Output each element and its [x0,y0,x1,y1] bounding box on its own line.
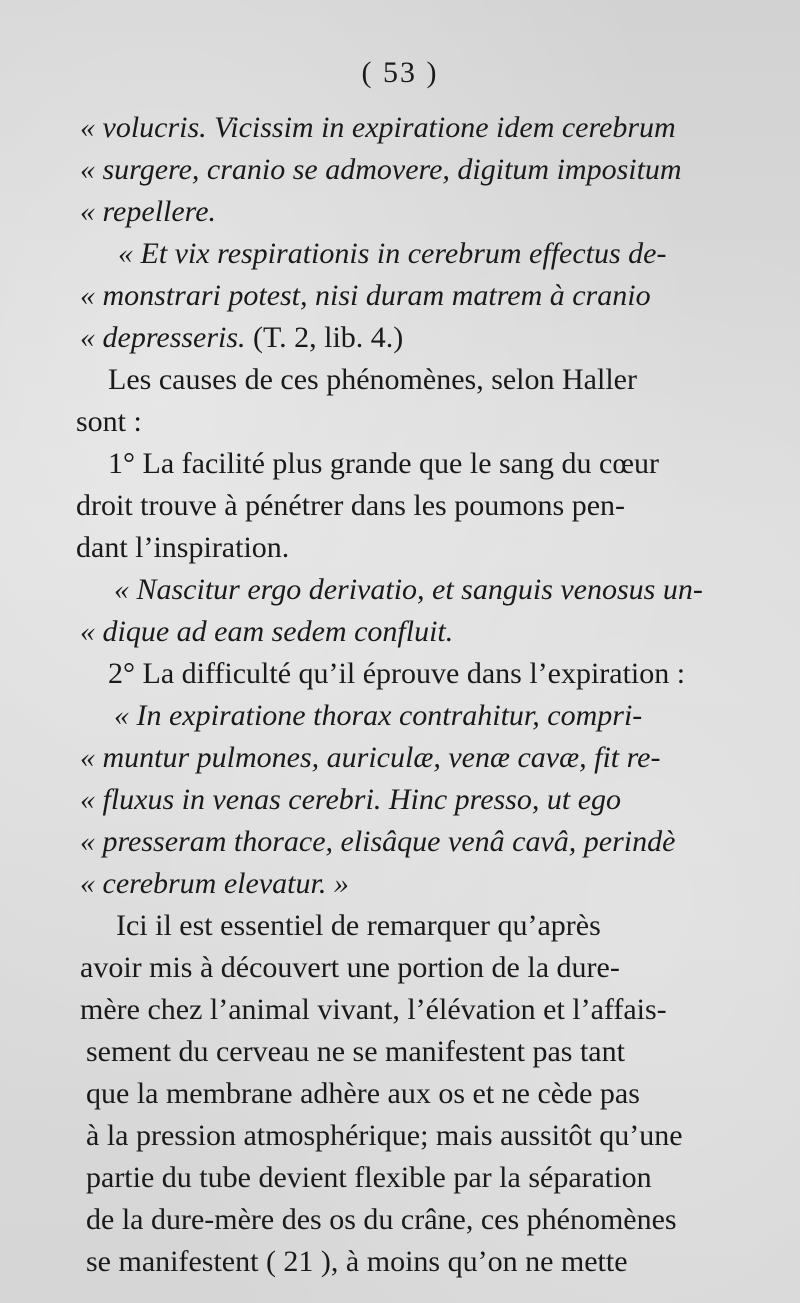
citation-text: (T. 2, lib. 4.) [245,321,404,354]
text-line [80,110,740,146]
text-line [80,992,742,1028]
line-text: sement du cerveau ne se manifestent pas tant [86,1035,625,1068]
text-line [108,656,740,692]
line-text: « depresseris. [80,321,246,354]
text-line [76,530,740,566]
line-text: « fluxus in venas cerebri. Hinc presso, ut ego [80,783,622,816]
line-text: de la dure-mère des os du crâne, ces phénomènes [86,1203,677,1236]
line-text: « cerebrum elevatur. » [80,867,349,900]
line-text: 1° La facilité plus grande que le sang du cœur [108,447,659,480]
text-line [80,278,740,314]
line-text: « In expiratione thorax contrahitur, compri- [114,699,643,732]
text-line [80,614,740,650]
line-text: 2° La difficulté qu’il éprouve dans l’expiration : [108,657,686,690]
text-line [80,950,742,986]
text-line [86,1118,742,1154]
text-line [76,488,740,524]
line-text: « dique ad eam sedem confluit. [80,615,454,648]
text-line [80,740,740,776]
text-line [86,1076,742,1112]
text-line [114,698,740,734]
line-text: « repellere. [80,195,217,228]
line-text: partie du tube devient flexible par la séparation [86,1161,652,1194]
line-text: « muntur pulmones, auriculæ, venæ cavæ, fit re- [80,741,661,774]
text-line [80,824,740,860]
line-text: « volucris. Vicissim in expiratione idem cerebrum [80,111,676,144]
text-line [116,908,742,944]
line-text: Les causes de ces phénomènes, selon Haller [108,363,637,396]
text-line [76,404,740,440]
line-text: mère chez l’animal vivant, l’élévation et l’affais- [80,993,667,1026]
text-line [108,446,740,482]
text-line [108,362,740,398]
line-text: « presseram thorace, elisâque venâ cavâ, perindè [80,825,676,858]
text-line [80,866,740,902]
text-line [86,1244,742,1280]
text-line [80,194,740,230]
text-line [80,320,740,356]
text-line [114,572,740,608]
text-line [118,236,740,272]
line-text: avoir mis à découvert une portion de la dure- [80,951,620,984]
text-line [86,1160,742,1196]
text-line [86,1202,742,1238]
line-text: sont : [76,405,142,438]
text-line [80,782,740,818]
line-text: dant l’inspiration. [76,531,290,564]
line-text: que la membrane adhère aux os et ne cède pas [86,1077,640,1110]
page-number: ( 53 ) [361,56,439,89]
line-text: Ici il est essentiel de remarquer qu’après [116,909,601,942]
text-line [80,152,740,188]
line-text: droit trouve à pénétrer dans les poumons pen- [76,489,626,522]
line-text: « surgere, cranio se admovere, digitum impositum [80,153,682,186]
line-text: à la pression atmosphérique; mais aussitôt qu’une [86,1119,683,1152]
line-text: « Nascitur ergo derivatio, et sanguis venosus un- [114,573,703,606]
line-text: « Et vix respirationis in cerebrum effectus de- [118,237,667,270]
text-line [86,1034,742,1070]
line-text: se manifestent ( 21 ), à moins qu’on ne mette [86,1245,628,1278]
line-text: « monstrari potest, nisi duram matrem à cranio [80,279,651,312]
